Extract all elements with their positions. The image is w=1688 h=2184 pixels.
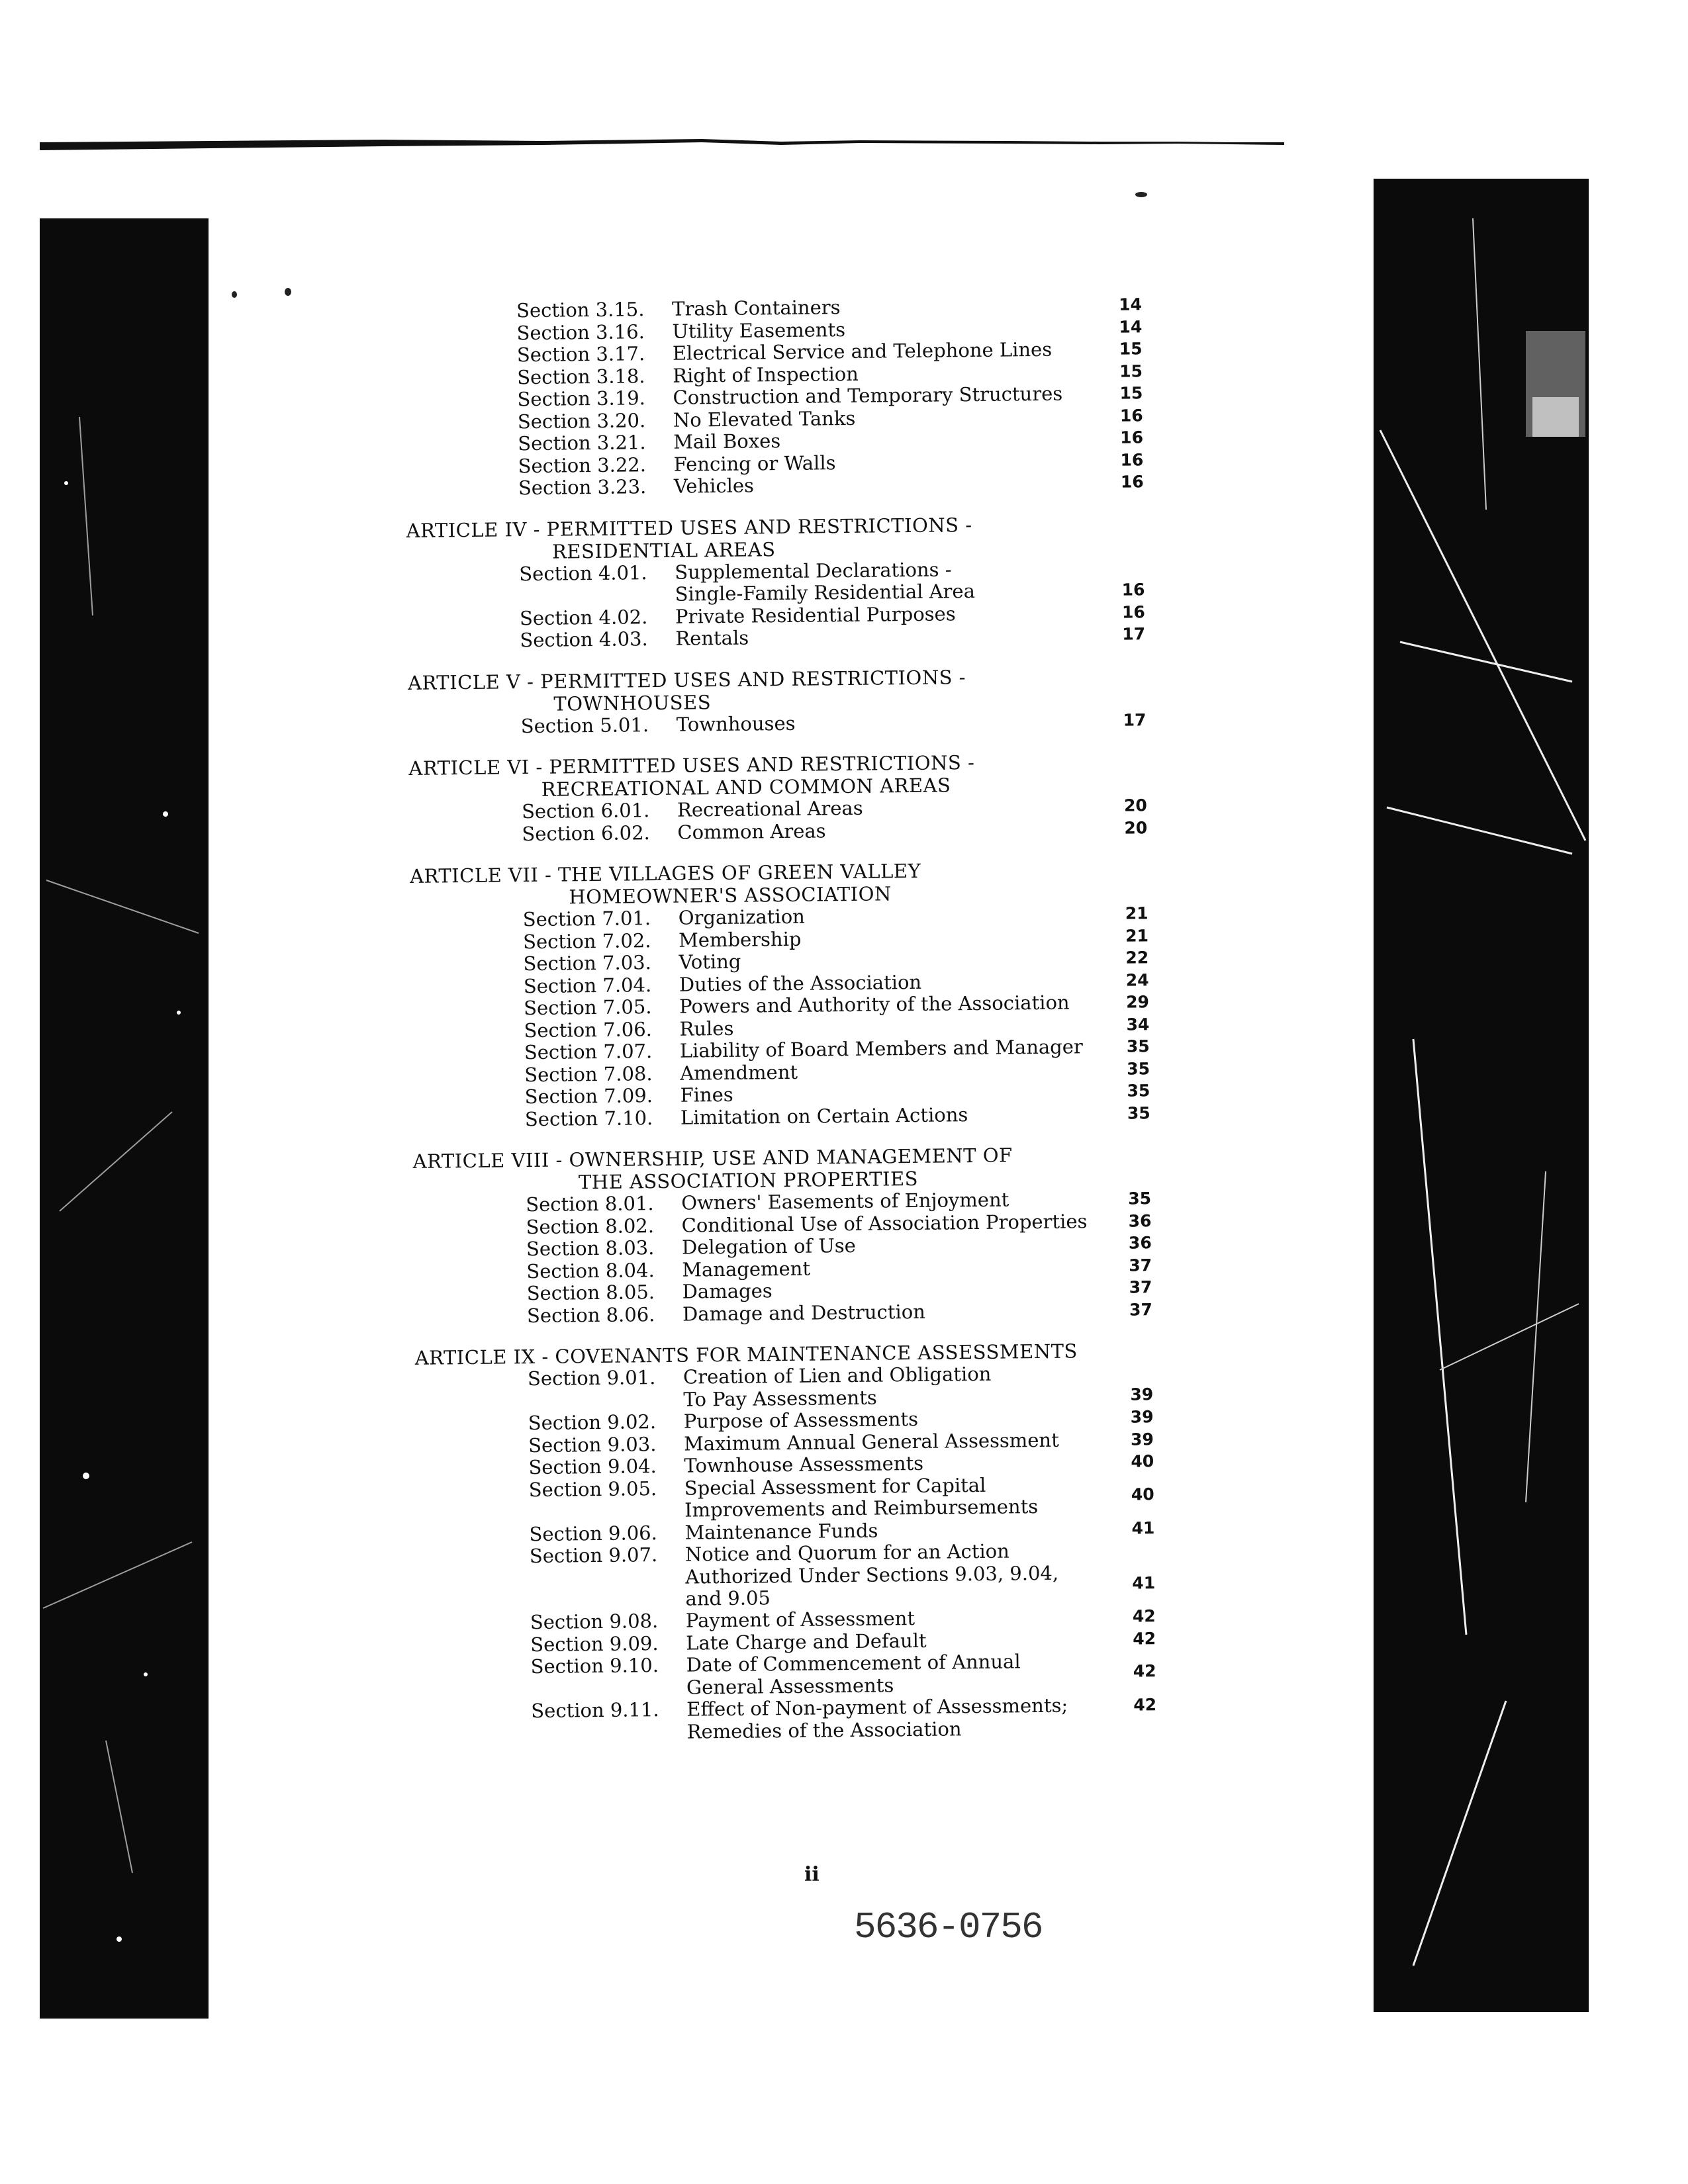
section-number: Section 4.03.	[520, 627, 648, 652]
page-number: 17	[1123, 709, 1147, 730]
section-title: Late Charge and Default	[686, 1629, 927, 1655]
section-number: Section 9.01.	[527, 1366, 656, 1390]
page-number: 35	[1127, 1081, 1150, 1101]
section-title: Purpose of Assessments	[683, 1407, 919, 1433]
page-number: 42	[1133, 1628, 1156, 1649]
article-heading	[408, 749, 1203, 802]
section-number: Section 9.10.	[530, 1654, 659, 1678]
page-number: 16	[1119, 405, 1143, 426]
section-number: Section 8.02.	[526, 1214, 655, 1238]
section-number: Section 7.10.	[524, 1106, 653, 1130]
page-number: 35	[1126, 1036, 1150, 1056]
section-number: Section 8.03.	[526, 1236, 655, 1261]
page-number: 16	[1120, 449, 1144, 470]
page-number: 36	[1128, 1233, 1152, 1253]
page-number: 39	[1130, 1407, 1154, 1427]
section-title-line1: Effect of Non-payment of Assessments;	[686, 1694, 1068, 1721]
section-number: Section 5.01.	[520, 713, 649, 737]
section-title: Construction and Temporary Structures	[673, 382, 1063, 409]
section-number: Section 9.06.	[529, 1521, 658, 1545]
section-title: Powers and Authority of the Association	[679, 991, 1070, 1018]
section-title: Maintenance Funds	[684, 1519, 878, 1544]
section-title: Payment of Assessment	[685, 1607, 915, 1632]
section-title	[686, 1651, 1021, 1698]
article-heading-line2: RESIDENTIAL AREAS	[551, 537, 776, 563]
section-title: Private Residential Purposes	[675, 602, 956, 628]
article-heading-line1: ARTICLE IV - PERMITTED USES AND RESTRICTIONS -	[406, 513, 972, 542]
toc-row	[416, 1472, 1211, 1525]
section-number: Section 3.18.	[517, 364, 645, 388]
page-number: 21	[1125, 903, 1149, 923]
section-title	[683, 1363, 992, 1411]
page-number: 14	[1118, 295, 1143, 314]
page-number: 16	[1121, 602, 1145, 622]
article-heading-line1: ARTICLE VI - PERMITTED USES AND RESTRICTIONS -	[408, 751, 975, 780]
page-number: 34	[1126, 1014, 1150, 1034]
page-number: 40	[1131, 1451, 1154, 1471]
page-number: 35	[1128, 1189, 1152, 1208]
section-number: Section 8.06.	[526, 1302, 655, 1327]
article-vi	[408, 749, 1203, 846]
page-number: 20	[1123, 796, 1147, 815]
toc-row	[406, 556, 1201, 609]
section-number: Section 9.07.	[529, 1543, 658, 1568]
section-number: Section 4.02.	[519, 605, 648, 629]
article-iv	[406, 511, 1201, 653]
section-title: Maximum Annual General Assessment	[683, 1428, 1059, 1455]
section-number: Section 9.05.	[528, 1477, 657, 1501]
section-title: Damages	[682, 1279, 773, 1303]
section-title-line2: Authorized Under Sections 9.03, 9.04,	[685, 1561, 1059, 1588]
section-number: Section 9.02.	[528, 1410, 657, 1435]
article-heading	[408, 663, 1203, 717]
section-number: Section 8.01.	[526, 1192, 654, 1216]
page-number: 24	[1125, 970, 1149, 990]
article-heading-line2: RECREATIONAL AND COMMON AREAS	[541, 774, 951, 801]
section-title: Voting	[679, 950, 741, 974]
section-title: Recreational Areas	[677, 796, 863, 821]
toc-row	[418, 1649, 1213, 1702]
article-heading-line1: ARTICLE IX - COVENANTS FOR MAINTENANCE ASSESSMENTS	[414, 1340, 1078, 1369]
page-number: 41	[1131, 1518, 1155, 1538]
speck	[232, 291, 237, 298]
section-number: Section 3.17.	[516, 342, 645, 367]
page-number: 15	[1119, 339, 1143, 359]
page-number: 41	[1132, 1573, 1156, 1593]
page-number: 42	[1133, 1661, 1156, 1681]
page-number: 42	[1132, 1606, 1156, 1626]
page-number: 21	[1125, 925, 1149, 946]
page-number: 35	[1127, 1058, 1150, 1079]
section-title-line1: Notice and Quorum for an Action	[684, 1539, 1010, 1566]
toc-row	[418, 1693, 1213, 1746]
page-number: 35	[1127, 1103, 1150, 1123]
page-number: 20	[1124, 817, 1148, 838]
section-title-line2: Improvements and Reimbursements	[684, 1495, 1039, 1522]
toc-row	[417, 1538, 1212, 1613]
section-title: Owners' Easements of Enjoyment	[681, 1188, 1009, 1214]
article-heading-line1: ARTICLE V - PERMITTED USES AND RESTRICTIONS -	[407, 665, 966, 694]
lead-section-list	[404, 293, 1200, 500]
page-number: 37	[1129, 1277, 1152, 1297]
section-number: Section 7.05.	[524, 995, 652, 1020]
section-title: Conditional Use of Association Properties	[681, 1209, 1088, 1237]
section-title: Limitation on Certain Actions	[680, 1103, 968, 1129]
section-title: Fines	[680, 1083, 733, 1107]
section-title: Trash Containers	[671, 296, 841, 320]
section-number: Section 3.21.	[518, 431, 646, 455]
article-heading	[406, 511, 1201, 565]
section-number: Section 7.02.	[522, 929, 651, 953]
section-number: Section 9.03.	[528, 1432, 657, 1457]
page-number: 42	[1133, 1695, 1157, 1715]
article-v	[408, 663, 1203, 739]
page-number: 39	[1130, 1385, 1154, 1404]
section-title: Management	[682, 1257, 811, 1281]
page-number: 15	[1119, 361, 1143, 381]
section-title: Fencing or Walls	[673, 451, 836, 476]
speck	[1135, 192, 1147, 197]
page-number: 14	[1119, 316, 1143, 337]
section-title-line1: Special Assessment for Capital	[684, 1473, 986, 1500]
table-of-contents	[404, 293, 1213, 1745]
section-number: Section 9.09.	[530, 1631, 659, 1656]
right-scan-edge	[1374, 179, 1589, 2012]
section-number: Section 9.04.	[528, 1455, 657, 1479]
section-title: Liability of Board Members and Manager	[679, 1035, 1083, 1062]
section-number: Section 3.22.	[518, 453, 647, 477]
section-title: Mail Boxes	[673, 430, 781, 453]
page-number: 22	[1125, 948, 1149, 968]
section-title: Rules	[679, 1017, 734, 1040]
section-number: Section 3.16.	[516, 320, 645, 344]
section-title: Vehicles	[673, 474, 755, 498]
section-title: Membership	[678, 927, 802, 952]
page-number: 17	[1122, 624, 1146, 644]
article-heading-line1: ARTICLE VIII - OWNERSHIP, USE AND MANAGEMENT OF	[412, 1144, 1013, 1173]
section-number: Section 7.03.	[523, 951, 652, 976]
section-title-line2: General Assessments	[686, 1673, 894, 1699]
page-number: 39	[1130, 1429, 1154, 1449]
article-heading	[410, 856, 1205, 910]
section-title: Utility Easements	[672, 318, 846, 343]
page-number: 40	[1131, 1484, 1154, 1504]
article-viii	[412, 1142, 1209, 1328]
section-title-line2: Single-Family Residential Area	[675, 579, 976, 606]
left-scan-edge	[40, 218, 209, 2019]
article-heading-line1: ARTICLE VII - THE VILLAGES OF GREEN VALLEY	[409, 859, 921, 887]
section-title: Damage and Destruction	[682, 1300, 926, 1326]
page-number: 16	[1120, 472, 1144, 492]
section-number: Section 3.15.	[516, 298, 645, 322]
page-number: 15	[1119, 383, 1143, 403]
section-number: Section 7.04.	[523, 973, 652, 997]
section-title: Townhouse Assessments	[684, 1451, 924, 1477]
section-title: Rentals	[675, 626, 749, 650]
page-number-roman: ii	[804, 1863, 820, 1886]
page-number: 37	[1129, 1255, 1152, 1275]
section-title	[684, 1474, 1039, 1522]
section-number: Section 8.04.	[526, 1258, 655, 1283]
page-number: 36	[1128, 1210, 1152, 1231]
recording-stamp: 5636-0756	[854, 1906, 1043, 1948]
page-number: 37	[1129, 1299, 1152, 1320]
toc-row	[415, 1361, 1210, 1414]
section-number: Section 7.06.	[524, 1017, 653, 1042]
section-number: Section 6.02.	[522, 821, 650, 845]
section-number: Section 7.01.	[522, 907, 651, 931]
section-title	[686, 1695, 1068, 1743]
article-vii	[410, 856, 1207, 1132]
section-title: Electrical Service and Telephone Lines	[672, 338, 1053, 365]
section-number: Section 6.01.	[521, 799, 650, 823]
section-title-line3: and 9.05	[685, 1586, 771, 1610]
section-title: Amendment	[680, 1060, 798, 1085]
section-title-line1: Creation of Lien and Obligation	[682, 1362, 992, 1388]
section-number: Section 9.08.	[530, 1610, 659, 1634]
section-number: Section 4.01.	[519, 561, 647, 585]
section-title-line2: To Pay Assessments	[683, 1386, 877, 1411]
article-heading-line2: HOMEOWNER'S ASSOCIATION	[569, 882, 892, 909]
section-title-line1: Date of Commencement of Annual	[686, 1650, 1021, 1676]
section-title-line2: Remedies of the Association	[686, 1717, 962, 1743]
section-number: Section 3.20.	[517, 408, 646, 433]
section-title	[685, 1540, 1059, 1610]
section-title-line1: Supplemental Declarations -	[675, 557, 952, 584]
top-scan-streak	[40, 136, 1284, 156]
speck	[285, 288, 291, 296]
article-heading-line2: THE ASSOCIATION PROPERTIES	[578, 1167, 919, 1194]
section-number: Section 7.07.	[524, 1040, 653, 1064]
section-number: Section 7.09.	[524, 1084, 653, 1109]
article-heading-line2: TOWNHOUSES	[553, 690, 712, 715]
section-number: Section 7.08.	[524, 1062, 653, 1086]
section-title	[675, 558, 975, 606]
section-title: Organization	[678, 905, 806, 929]
section-title: Delegation of Use	[681, 1234, 857, 1259]
section-title: Townhouses	[676, 711, 796, 736]
section-number: Section 3.23.	[518, 475, 647, 500]
section-number: Section 9.11.	[531, 1698, 659, 1723]
article-heading	[412, 1142, 1207, 1195]
page-number: 16	[1120, 428, 1144, 447]
page-number: 16	[1121, 579, 1145, 600]
section-number: Section 3.19.	[517, 387, 646, 411]
page-number: 29	[1125, 992, 1150, 1012]
section-title: No Elevated Tanks	[673, 406, 856, 432]
section-title: Common Areas	[677, 819, 826, 844]
section-title: Duties of the Association	[679, 970, 922, 996]
section-number: Section 8.05.	[526, 1281, 655, 1305]
section-title: Right of Inspection	[673, 362, 859, 387]
article-ix	[415, 1338, 1213, 1746]
